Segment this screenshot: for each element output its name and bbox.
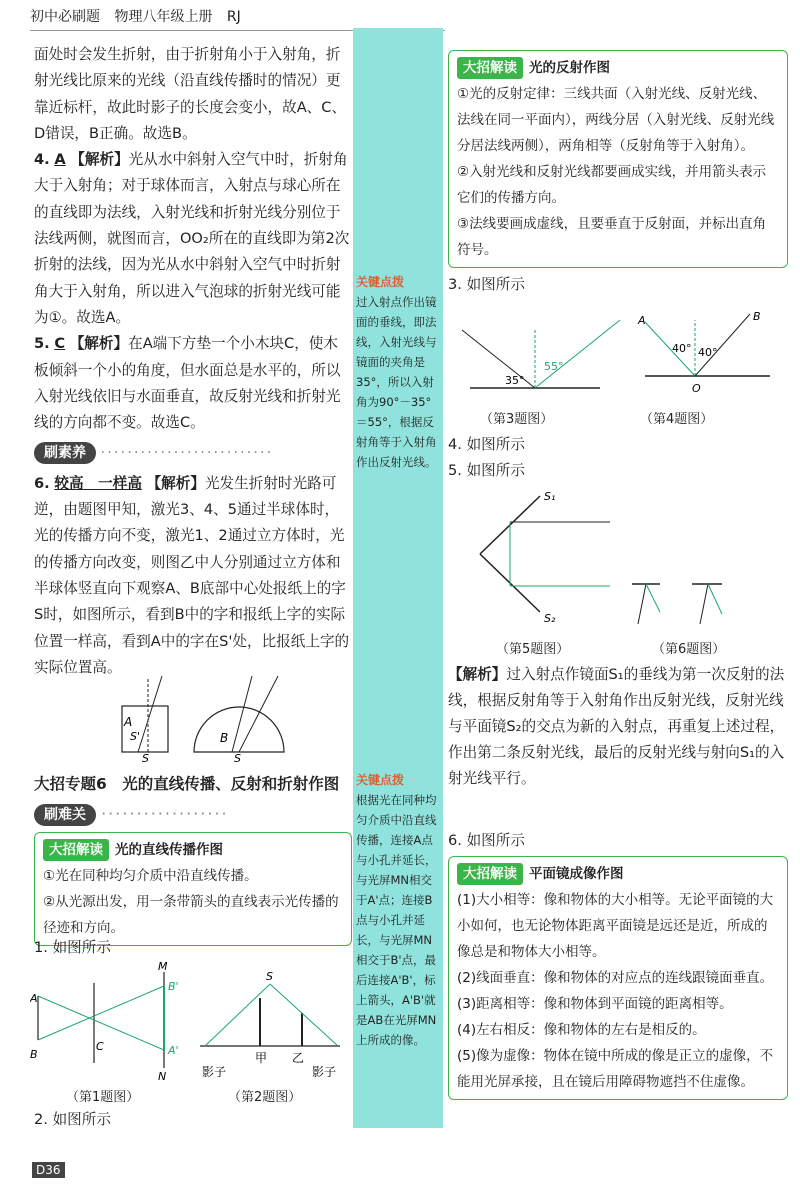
q5-text: 在A端下方垫一个小木块C，使木板倾斜一个小的角度，但水面总是水平的，所以入射光线依旧与水面垂直，故反射光线和折射光线的方向都不变。故选C。 (34, 335, 341, 432)
fig-3-4 (450, 300, 790, 405)
label-A-fig1: A (30, 992, 38, 1005)
fig-1-2 (30, 958, 350, 1083)
q1-label: 1. 如图所示 (34, 939, 111, 956)
ray-line-2 (239, 676, 278, 752)
question-5 (34, 331, 352, 436)
shuanguan-badge: 刷难关 (34, 804, 96, 826)
caption-1: （第1题图） (66, 1090, 140, 1105)
q5-number: 5. (34, 335, 50, 353)
q6-figure (110, 668, 290, 763)
box1-subtitle: 光的直线传播作图 (115, 842, 223, 858)
label-S-fig2: S (266, 970, 273, 983)
label-A-fig4: A (638, 314, 646, 327)
edition: RJ (226, 9, 241, 25)
q5-tag: 【解析】 (69, 335, 129, 353)
label-C-fig1: C (96, 1040, 104, 1053)
q3-label: 3. 如图所示 (448, 276, 525, 293)
q5-label: 5. 如图所示 (448, 462, 525, 479)
q6-label: 6. 如图所示 (448, 832, 525, 849)
label-O-fig4: O (692, 382, 701, 395)
box2-subtitle: 光的反射作图 (529, 60, 610, 76)
q4-tag: 【解析】 (70, 151, 129, 169)
box3-subtitle: 平面镜成像作图 (529, 866, 624, 882)
reflected-3 (535, 320, 620, 388)
caption-2: （第2题图） (228, 1090, 302, 1105)
angle-55: 55° (544, 360, 564, 373)
label-M-fig1: M (158, 960, 168, 973)
fig-5-6 (460, 484, 780, 629)
label-B: B (220, 731, 229, 745)
caption-3: （第3题图） (480, 412, 554, 427)
ray-B (38, 986, 164, 1040)
q4-number: 4. (34, 151, 50, 169)
ray-6b-ref (708, 584, 722, 614)
left-column (34, 42, 352, 681)
label-shadow-1: 影子 (202, 1065, 227, 1079)
box3-line1: (1)大小相等：像和物体的大小相等。无论平面镜的大小如何，也无论物体距离平面镜是远还是近，所成的像总是和物体大小相等。 (457, 892, 774, 960)
page-number: D36 (32, 1162, 65, 1178)
section-header: 刷素养 ·························· (34, 440, 352, 466)
box3-line4: (4)左右相反：像和物体的左右是相反的。 (457, 1022, 706, 1038)
caption-5: （第5题图） (496, 642, 570, 657)
label-yi: 乙 (292, 1051, 305, 1065)
key-note-1-text: 过入射点作出镜面的垂线，即法线，入射光线与镜面的夹角是35°，所以入射角为90°－35°＝55°，根据反射角等于入射角作出反射光线。 (356, 295, 437, 469)
box2-title: 大招解读 (457, 57, 523, 79)
tip-box-1 (34, 832, 352, 946)
key-note-1 (356, 272, 440, 472)
box3-line3: (3)距离相等：像和物体到平面镜的距离相等。 (457, 996, 733, 1012)
tip-box-3 (448, 856, 788, 1100)
key-note-2 (356, 770, 440, 1050)
ray-line (138, 676, 162, 752)
label-S2: S₂ (544, 612, 556, 625)
book-title: 初中必刷题 (30, 9, 100, 25)
question-6 (34, 471, 352, 681)
q6-text: 光发生折射时光路可逆，由题图甲知，激光3、4、5通过半球体时，光的传播方向不变，激光1、2通过立方体时，光的传播方向改变，则图乙中人分别通过立方体和半球体竖直向下观察A、B底部中心处报纸上的字S时，如图所示，看到B中的字和报纸上字的实际位置一样高，看到A中的字在S'处，比报纸上字的实际位置高。 (34, 474, 350, 676)
key-note-1-head: 关键点拨 (356, 275, 405, 289)
q2-label: 2. 如图所示 (34, 1111, 111, 1128)
q5-analysis-text: 过入射点作镜面S₁的垂线为第一次反射的法线，根据反射角等于入射角作出反射光线，反射光线与平面镜S₂的交点为新的入射点，再重复上述过程，作出第二条反射光线，最后的反射光线与射向S₁的入射光线平行。 (448, 666, 785, 787)
q6-number: 6. (34, 474, 50, 492)
section-badge: 刷素养 (34, 442, 96, 464)
box2-line1: ①光的反射定律：三线共面（入射光线、反射光线、法线在同一平面内），两线分居（入射光线、反射光线分居法线两侧），两角相等（反射角等于入射角）。 (457, 86, 775, 154)
label-A: A (124, 715, 133, 729)
q4-text: 光从水中斜射入空气中时，折射角大于入射角；对于球体而言，入射点与球心所在的直线即为法线，入射光线和折射光线分别位于法线两侧，就图而言，OO₂所在的直线即为第2次折射的法线，因为光从水中斜射入空气中时折射角大于入射角，所以进入气泡球的折射光线可能为①。故选A。 (34, 151, 350, 326)
ray-6a-ref (646, 584, 660, 612)
q5-analysis-tag: 【解析】 (448, 666, 507, 683)
box3-line5: (5)像为虚像：物体在镜中所成的像是正立的虚像，不能用光屏承接，且在镜后用障碍物遮挡不住虚像。 (457, 1048, 774, 1090)
tip-box-2 (448, 50, 788, 268)
angle-40-b: 40° (698, 346, 718, 359)
q4-label: 4. 如图所示 (448, 436, 525, 453)
q4-answer: A (54, 151, 66, 169)
label-Bp-fig1: B' (168, 980, 179, 993)
ray-to-yi (270, 984, 338, 1046)
box2-line3: ③法线要画成虚线，且要垂直于反射面，并标出直角符号。 (457, 216, 767, 258)
shuanguan-row: 刷难关 ·················· (34, 804, 229, 826)
q5-analysis (448, 662, 788, 792)
page-header (30, 6, 460, 28)
box1-line2: ②从光源出发，用一条带箭头的直线表示光传播的径迹和方向。 (43, 894, 339, 936)
label-shadow-2: 影子 (312, 1065, 337, 1079)
caption-4: （第4题图） (640, 412, 714, 427)
label-B-fig4: B (753, 310, 761, 323)
question-4 (34, 147, 352, 331)
ray-6b (700, 584, 708, 624)
label-Ap-fig1: A' (168, 1044, 179, 1057)
box1-title: 大招解读 (43, 839, 109, 861)
label-jia: 甲 (255, 1051, 268, 1065)
label-S-2: S (234, 752, 241, 763)
key-note-2-text: 根据光在同种均匀介质中沿直线传播，连接A点与小孔并延长，与光屏MN相交于A'点；连接B点与小孔并延长，与光屏MN相交于B'点，最后连接A'B'，标上箭头，A'B'就是AB在光屏MN上所成的像。 (356, 793, 437, 1047)
label-S1: S₁ (544, 490, 556, 503)
label-B-fig1: B (30, 1048, 38, 1061)
q5-answer: C (54, 335, 66, 353)
box2-line2: ②入射光线和反射光线都要画成实线，并用箭头表示它们的传播方向。 (457, 164, 767, 206)
label-Sp: S' (130, 730, 141, 743)
ray-line-3 (232, 676, 252, 752)
caption-6: （第6题图） (652, 642, 726, 657)
q6-answer: 较高 一样高 (54, 474, 142, 492)
hemisphere-shape (194, 707, 284, 752)
ray-6a (638, 584, 646, 624)
paragraph-cont: 面处时会发生折射，由于折射角小于入射角，折射光线比原来的光线（沿直线传播时的情况）更靠近标杆，故此时影子的长度会变小，故A、C、D错误，B正确。故选B。 (34, 46, 347, 142)
reflected-4 (695, 314, 750, 376)
label-N-fig1: N (158, 1070, 167, 1083)
label-S-1: S (142, 752, 149, 763)
special-topic-title: 大招专题6 光的直线传播、反射和折射作图 (34, 775, 340, 793)
box3-title: 大招解读 (457, 863, 523, 885)
q6-tag: 【解析】 (146, 474, 205, 492)
box3-line2: (2)线面垂直：像和物体的对应点的连线跟镜面垂直。 (457, 970, 774, 986)
key-note-2-head: 关键点拨 (356, 773, 405, 787)
angle-35: 35° (505, 374, 525, 387)
angle-40-a: 40° (672, 342, 692, 355)
box1-line1: ①光在同种均匀介质中沿直线传播。 (43, 868, 258, 884)
subject-title: 物理八年级上册 (114, 9, 213, 25)
